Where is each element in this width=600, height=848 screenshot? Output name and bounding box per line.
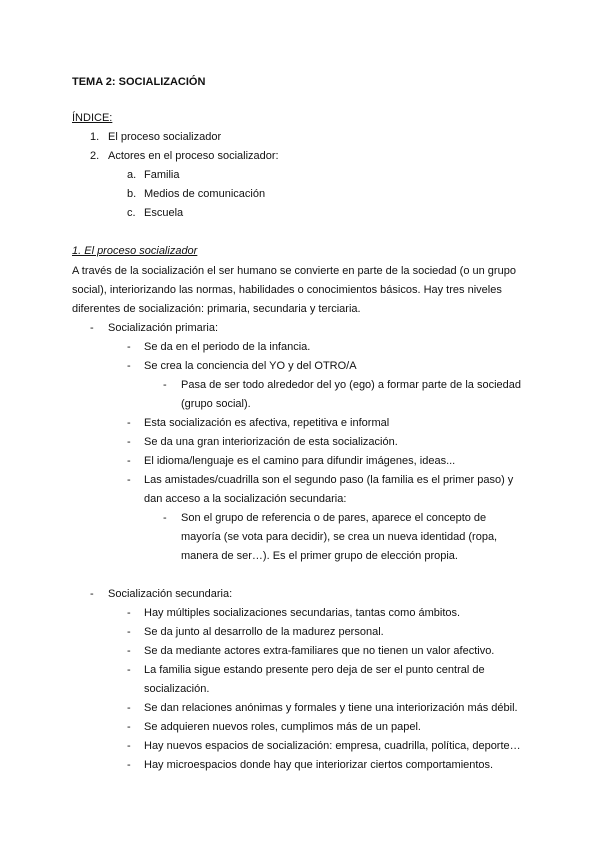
paragraph-line: diferentes de socialización: primaria, secundaria y terciaria. [72, 303, 361, 315]
dash-marker: - [127, 474, 131, 486]
sub-bullet-item: Son el grupo de referencia o de pares, aparece el concepto de [181, 512, 487, 524]
dash-marker: - [163, 379, 167, 391]
sub-bullet-item: manera de ser…). Es el primer grupo de elección propia. [181, 550, 458, 562]
subsection-heading: Socialización secundaria: [108, 588, 233, 600]
dash-marker: - [90, 322, 94, 334]
list-marker: a. [127, 169, 137, 181]
dash-marker: - [127, 626, 131, 638]
dash-marker: - [127, 360, 131, 372]
dash-marker: - [90, 588, 94, 600]
dash-marker: - [127, 721, 131, 733]
bullet-item: Se dan relaciones anónimas y formales y tiene una interiorización más débil. [144, 702, 518, 714]
list-marker: b. [127, 188, 137, 200]
paragraph-line: social), interiorizando las normas, habilidades o conocimientos básicos. Hay tres niveles [72, 284, 502, 296]
bullet-item: La familia sigue estando presente pero deja de ser el punto central de [144, 664, 485, 676]
sub-bullet-item: mayoría (se vota para decidir), se crea un nueva identidad (ropa, [181, 531, 498, 543]
index-subitem: Medios de comunicación [144, 188, 266, 200]
dash-marker: - [127, 436, 131, 448]
bullet-item: Hay múltiples socializaciones secundarias, tantas como ámbitos. [144, 607, 461, 619]
dash-marker: - [127, 645, 131, 657]
index-subitem: Familia [144, 169, 180, 181]
dash-marker: - [127, 607, 131, 619]
dash-marker: - [127, 664, 131, 676]
page-title: TEMA 2: SOCIALIZACIÓN [72, 76, 206, 88]
section-heading: 1. El proceso socializador [72, 245, 198, 257]
dash-marker: - [127, 740, 131, 752]
dash-marker: - [127, 341, 131, 353]
dash-marker: - [127, 702, 131, 714]
bullet-item: Hay nuevos espacios de socialización: empresa, cuadrilla, política, deporte… [144, 740, 521, 752]
index-item: El proceso socializador [108, 131, 222, 143]
dash-marker: - [127, 455, 131, 467]
bullet-item: Hay microespacios donde hay que interiorizar ciertos comportamientos. [144, 759, 494, 771]
bullet-item: Se da junto al desarrollo de la madurez personal. [144, 626, 384, 638]
list-marker: 1. [90, 131, 100, 143]
dash-marker: - [127, 417, 131, 429]
bullet-item: Se adquieren nuevos roles, cumplimos más de un papel. [144, 721, 421, 733]
bullet-item: socialización. [144, 683, 210, 695]
paragraph-line: A través de la socialización el ser humano se convierte en parte de la sociedad (o un grupo [72, 265, 516, 277]
list-marker: 2. [90, 150, 100, 162]
bullet-item: Esta socialización es afectiva, repetitiva e informal [144, 417, 390, 429]
index-heading: ÍNDICE: [72, 112, 113, 124]
bullet-item: Las amistades/cuadrilla son el segundo paso (la familia es el primer paso) y [144, 474, 514, 486]
sub-bullet-item: Pasa de ser todo alrededor del yo (ego) a formar parte de la sociedad [181, 379, 521, 391]
bullet-item: Se da mediante actores extra-familiares que no tienen un valor afectivo. [144, 645, 495, 657]
index-item: Actores en el proceso socializador: [108, 150, 279, 162]
index-subitem: Escuela [144, 207, 184, 219]
bullet-item: Se crea la conciencia del YO y del OTRO/A [144, 360, 357, 372]
sub-bullet-item: (grupo social). [181, 398, 251, 410]
dash-marker: - [163, 512, 167, 524]
bullet-item: Se da una gran interiorización de esta socialización. [144, 436, 398, 448]
bullet-item: El idioma/lenguaje es el camino para difundir imágenes, ideas... [144, 455, 456, 467]
dash-marker: - [127, 759, 131, 771]
subsection-heading: Socialización primaria: [108, 322, 219, 334]
bullet-item: Se da en el periodo de la infancia. [144, 341, 311, 353]
bullet-item: dan acceso a la socialización secundaria: [144, 493, 347, 505]
list-marker: c. [127, 207, 136, 219]
